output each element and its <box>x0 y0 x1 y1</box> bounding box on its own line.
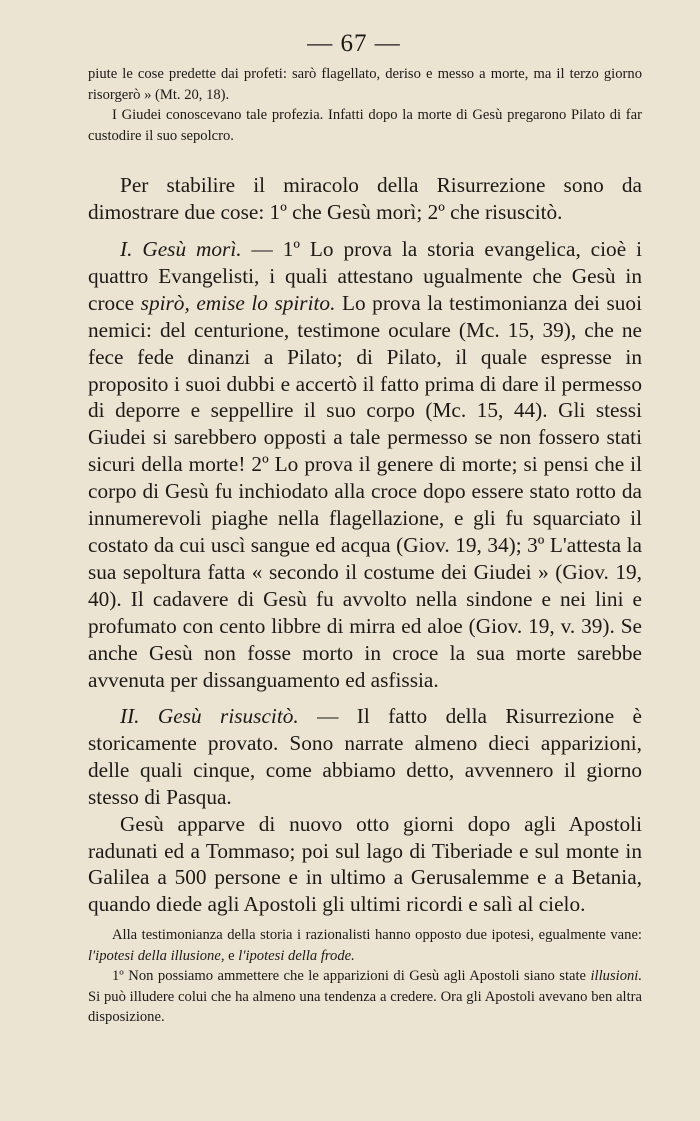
footnote-paragraph-1 <box>88 925 642 966</box>
footnote-2-term: illusioni. <box>590 968 642 984</box>
footnote-paragraph-2 <box>88 966 642 1028</box>
section-two-paragraph-2: Gesù apparve di nuovo otto giorni dopo agli Apostoli radunati ed a Tommaso; poi sul lago di Tiberiade e sul monte in Galilea a 500 persone e in ultimo a Gerusalemme e a Betania, quando diede agli Apostoli gli ultimi ricordi e salì al cielo. <box>88 811 642 917</box>
intro-text: Per stabilire il miracolo della Risurrezione sono da dimostrare due cose: 1º che Gesù morì; 2º che risuscitò. <box>88 173 642 224</box>
top-note <box>88 64 642 146</box>
section-one-text-b: Lo prova la testimonianza dei suoi nemici: del centurione, testimone oculare (Mc. 15, 39), che ne fece fede dinanzi a Pilato; di Pilato, il quale espresse in proposito i suoi dubbi e accertò il fatto prima di dare il permesso di deporre e seppellire il suo corpo (Mc. 15, 44). Gli stessi Giudei si sarebbero opposti a tale permesso se non fossero stati sicuri della morte! 2º Lo prova il genere di morte; si pensi che il corpo di Gesù fu inchiodato alla croce dopo essere stato rotto da innumerevoli piaghe nella flagellazione, e gli fu squarciato il costato da cui uscì sangue ed acqua (Giov. 19, 34); 3º L'attesta la sua sepoltura fatta « secondo il costume dei Giudei » (Giov. 19, 40). Il cadavere di Gesù fu avvolto nella sindone e nei lini e profumato con cento libbre di mirra ed aloe (Giov. 19, v. 39). Se anche Gesù non fosse morto in croce la sua morte sarebbe avvenuta per dissanguamento ed asfissia. <box>88 290 643 692</box>
section-two-text: — Il fatto della Risurrezione è storicamente provato. Sono narrate almeno dieci apparizioni, delle quali cinque, come abbiamo detto, avvennero il giorno stesso di Pasqua. <box>88 704 642 809</box>
footnote-1-text-b: , e <box>220 947 239 964</box>
section-one <box>88 236 642 693</box>
section-two <box>88 703 642 918</box>
section-one-text-a: — 1º Lo prova la storia evangelica, cioè i quattro Evangelisti, i quali attestano ugualmente che Gesù in croce <box>88 237 642 315</box>
footnote-2-text-b: Si può illudere colui che ha almeno una tendenza a credere. Ora gli Apostoli avevano ben altra disposizione. <box>88 988 642 1025</box>
footnote-2-text-a: 1º Non possiamo ammettere che le apparizioni di Gesù agli Apostoli siano state <box>112 968 591 984</box>
footnote-1-text-a: Alla testimonianza della storia i razionalisti hanno opposto due ipotesi, egualmente vane: <box>112 927 642 943</box>
section-one-quote: spirò, emise lo spirito. <box>140 290 336 315</box>
section-two-heading: II. Gesù risuscitò. <box>120 704 299 728</box>
top-note-paragraph-1: piute le cose predette dai profeti: sarò flagellato, deriso e messo a morte, ma il terzo giorno risorgerò » (Mt. 20, 18). <box>88 66 642 103</box>
section-one-paragraph <box>88 236 642 693</box>
top-note-paragraph-2: I Giudei conoscevano tale profezia. Infatti dopo la morte di Gesù pregarono Pilato di far custodire il suo sepolcro. <box>88 107 642 144</box>
section-two-paragraph-1 <box>88 703 642 811</box>
intro-paragraph <box>88 172 642 226</box>
footnote-1-term-illusion: l'ipotesi della illusione <box>88 947 221 964</box>
footnotes <box>88 925 642 1028</box>
section-one-heading: I. Gesù morì. <box>120 237 242 261</box>
page-number: — 67 — <box>307 30 401 57</box>
footnote-1-term-fraud: l'ipotesi della frode. <box>238 947 355 964</box>
